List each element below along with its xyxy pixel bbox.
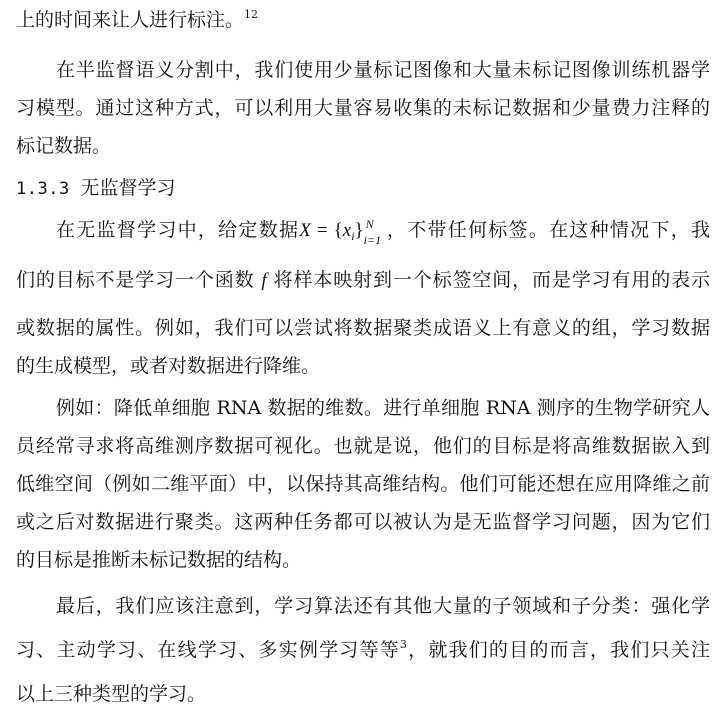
paragraph-line: 或数据的属性。例如，我们可以尝试将数据聚类成语义上有意义的组，学习数据 bbox=[16, 317, 710, 339]
paragraph-line: 标记数据。 bbox=[16, 135, 112, 157]
math-op: } bbox=[354, 220, 364, 241]
math-op: = { bbox=[310, 220, 343, 241]
paragraph-line: 习模型。通过这种方式，可以利用大量容易收集的未标记数据和少量费力注释的 bbox=[16, 97, 710, 119]
math-var: X bbox=[299, 220, 311, 241]
paragraph-line: 以上三种类型的学习。 bbox=[16, 683, 207, 705]
text-span: 上的时间来让人进行标注。 bbox=[16, 9, 245, 31]
paragraph-line bbox=[56, 217, 710, 247]
text-span: 将样本映射到一个标签空间，而是学习有用的表示 bbox=[273, 269, 710, 291]
math-limits bbox=[363, 217, 386, 247]
footnote-ref: 3 bbox=[399, 638, 407, 651]
text-span: ，不带任何标签。在这种情况下，我 bbox=[385, 219, 710, 241]
math-var: f bbox=[261, 270, 267, 291]
text-span: 在无监督学习中，给定数据 bbox=[56, 219, 300, 241]
paragraph-line: 的目标是推断未标记数据的结构。 bbox=[16, 549, 302, 571]
math-formula bbox=[299, 217, 385, 247]
section-title: 无监督学习 bbox=[80, 177, 176, 199]
paragraph-line: 例如：降低单细胞 RNA 数据的维数。进行单细胞 RNA 测序的生物学研究人 bbox=[56, 397, 710, 419]
paragraph-line bbox=[16, 268, 710, 293]
section-heading bbox=[16, 176, 175, 201]
math-var: x bbox=[342, 220, 352, 241]
math-subscript: i bbox=[351, 229, 355, 243]
text-span: 们的目标不是学习一个函数 bbox=[16, 269, 255, 291]
section-number: 1.3.3 bbox=[16, 179, 70, 199]
text-span: ，就我们的目的而言，我们只关注 bbox=[406, 639, 710, 661]
math-subscript: i=1 bbox=[363, 233, 382, 247]
paragraph-line: 最后，我们应该注意到，学习算法还有其他大量的子领域和子分类：强化学 bbox=[56, 595, 710, 617]
paragraph-line: 低维空间（例如二维平面）中，以保持其高维结构。他们可能还想在应用降维之前 bbox=[16, 473, 710, 495]
math-superscript: N bbox=[365, 217, 374, 231]
text-line bbox=[16, 8, 710, 32]
paragraph-line: 在半监督语义分割中，我们使用少量标记图像和大量未标记图像训练机器学 bbox=[56, 59, 710, 81]
paragraph-line bbox=[16, 638, 710, 662]
footnote-ref: 12 bbox=[244, 8, 259, 21]
text-span: 习、主动学习、在线学习、多实例学习等等 bbox=[16, 639, 400, 661]
paragraph-line: 员经常寻求将高维测序数据可视化。也就是说，他们的目标是将高维数据嵌入到 bbox=[16, 435, 710, 457]
paragraph-line: 或之后对数据进行聚类。这两种任务都可以被认为是无监督学习问题，因为它们 bbox=[16, 511, 710, 533]
paragraph-line: 的生成模型，或者对数据进行降维。 bbox=[16, 355, 321, 377]
